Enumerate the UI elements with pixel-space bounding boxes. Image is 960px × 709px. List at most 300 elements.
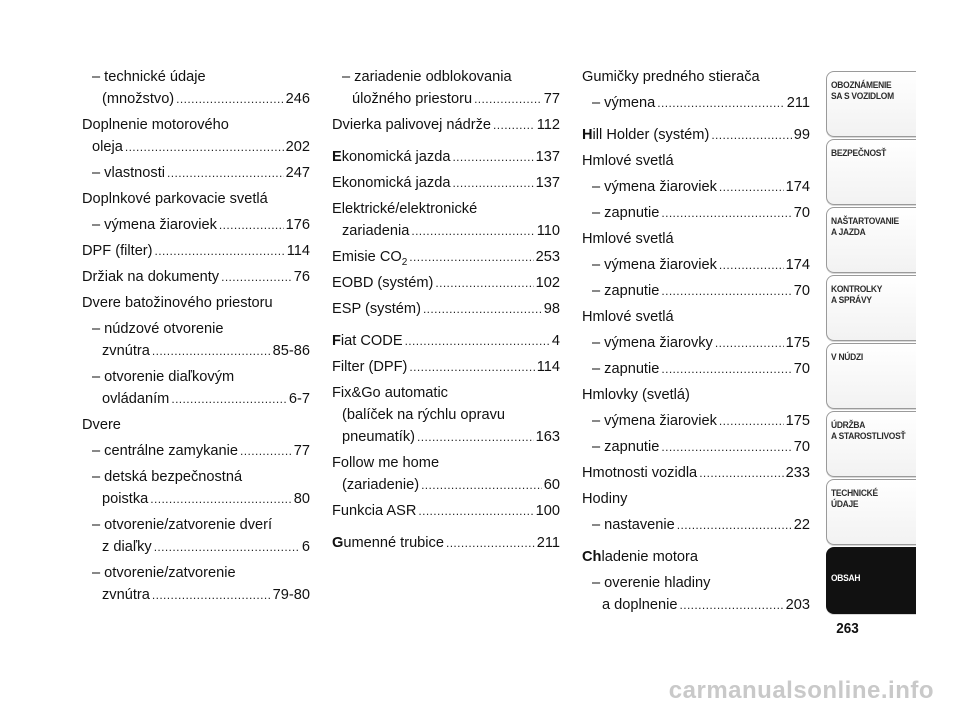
index-entry [82, 292, 310, 314]
index-term-text: pneumatík) [342, 429, 416, 445]
page-ref: 246 [285, 91, 310, 107]
index-entry [582, 280, 810, 302]
dot-leader [423, 298, 542, 320]
index-term [92, 136, 123, 158]
dot-leader [405, 330, 550, 352]
index-entry [582, 410, 810, 432]
dot-leader [661, 202, 791, 224]
index-term [342, 220, 409, 242]
page-ref: 174 [785, 257, 810, 273]
index-entry [582, 572, 810, 616]
page-ref: 70 [793, 361, 810, 377]
index-entry [582, 436, 810, 458]
index-term-text: – zariadenie odblokovania [342, 69, 512, 85]
dot-leader [452, 172, 533, 194]
page-ref: 85-86 [272, 343, 310, 359]
dot-leader [719, 176, 784, 198]
index-term-text: Funkcia ASR [332, 503, 417, 519]
chapter-tab-label: A STAROSTLIVOSŤ [831, 431, 906, 442]
index-line [582, 436, 810, 458]
index-term-text: Hmlové svetlá [582, 309, 674, 325]
index-term-text: – centrálne zamykanie [92, 443, 239, 459]
page-ref: 112 [536, 117, 560, 133]
index-entry [582, 124, 810, 146]
index-term-text: Follow me home [332, 455, 440, 471]
index-term [592, 176, 717, 198]
page-ref: 4 [551, 333, 560, 349]
dot-leader [417, 426, 534, 448]
index-term-text: – otvorenie/zatvorenie [92, 565, 236, 581]
index-term [332, 146, 450, 168]
index-term [92, 321, 223, 337]
index-term [582, 549, 698, 565]
chapter-tab-label: BEZPEČNOSŤ [831, 148, 887, 159]
index-term [102, 340, 150, 362]
index-term [92, 565, 236, 581]
page-ref: 247 [285, 165, 310, 181]
index-line [582, 124, 810, 146]
index-term-text: – technické údaje [92, 69, 206, 85]
index-term [332, 455, 439, 471]
index-line [82, 388, 310, 410]
index-term-text: poistka [102, 491, 149, 507]
index-term-text: ESP (systém) [332, 301, 421, 317]
index-term-text: – zapnutie [592, 283, 660, 299]
index-term-text: – výmena žiaroviek [592, 413, 717, 429]
page-ref: 163 [535, 429, 560, 445]
dot-leader [661, 358, 791, 380]
chapter-tab-label: TECHNICKÉ [831, 488, 878, 499]
index-entry [82, 66, 310, 110]
index-line [82, 536, 310, 558]
chapter-tab-label: SA S VOZIDLOM [831, 91, 894, 102]
index-line [82, 162, 310, 184]
index-term-text: Gumičky predného stierača [582, 69, 760, 85]
index-term [592, 514, 675, 536]
index-entry [332, 330, 560, 352]
index-term [332, 500, 416, 522]
index-line [332, 66, 560, 88]
page-ref: 175 [785, 413, 810, 429]
index-term-text: (balíček na rýchlu opravu [342, 407, 506, 423]
index-line [82, 440, 310, 462]
page-ref: 79-80 [272, 587, 310, 603]
index-line [82, 514, 310, 536]
index-term [582, 309, 674, 325]
index-entry [332, 452, 560, 496]
index-term [342, 69, 512, 85]
dot-leader [409, 246, 533, 268]
page-ref: 202 [285, 139, 310, 155]
page-ref: 114 [536, 359, 560, 375]
index-line [82, 88, 310, 110]
index-line [332, 146, 560, 168]
index-entry [82, 188, 310, 210]
dot-leader [409, 356, 534, 378]
page-ref: 233 [785, 465, 810, 481]
index-entry [582, 514, 810, 536]
index-line [332, 172, 560, 194]
page-ref: 98 [543, 301, 560, 317]
index-line [582, 306, 810, 328]
dot-leader [421, 474, 542, 496]
index-term [582, 387, 690, 403]
index-term [332, 298, 421, 320]
index-term [82, 117, 229, 133]
index-term-text: – výmena žiaroviek [592, 179, 717, 195]
index-line [332, 404, 560, 426]
index-letter: H [582, 127, 593, 143]
index-entry [332, 298, 560, 320]
index-column-1 [82, 62, 310, 606]
index-term-text: Hmlové svetlá [582, 153, 674, 169]
index-line [332, 382, 560, 404]
index-term [92, 69, 206, 85]
index-term [592, 280, 659, 302]
index-entry [582, 384, 810, 406]
page-ref: 211 [786, 95, 810, 111]
index-line [582, 202, 810, 224]
index-term [332, 330, 403, 352]
page-ref: 102 [535, 275, 560, 291]
watermark: carmanualsonline.info [668, 677, 934, 704]
index-term-text: Emisie CO [332, 249, 402, 265]
index-term [92, 369, 234, 385]
index-term-text: (množstvo) [102, 91, 175, 107]
dot-leader [719, 254, 784, 276]
chapter-tab[interactable] [826, 275, 916, 341]
index-line [332, 198, 560, 220]
index-term-text: – zapnutie [592, 361, 660, 377]
dot-leader [219, 214, 284, 236]
index-line [82, 114, 310, 136]
chapter-tab-label: KONTROLKY [831, 284, 883, 295]
index-entry [332, 114, 560, 136]
index-line [82, 292, 310, 314]
index-entry [332, 172, 560, 194]
index-term [342, 474, 419, 496]
dot-leader [435, 272, 533, 294]
index-entry [332, 66, 560, 110]
index-line [582, 332, 810, 354]
index-term [92, 440, 238, 462]
index-line [582, 176, 810, 198]
index-term-text: Hmlové svetlá [582, 231, 674, 247]
dot-leader [699, 462, 783, 484]
index-term-text: zvnútra [102, 587, 150, 603]
chapter-tab[interactable] [826, 139, 916, 205]
subscript: 2 [401, 256, 408, 268]
dot-leader [240, 440, 292, 462]
index-term [102, 88, 174, 110]
index-entry [332, 246, 560, 268]
dot-leader [221, 266, 292, 288]
index-entry [82, 318, 310, 362]
dot-leader [154, 536, 300, 558]
page-ref: 70 [793, 205, 810, 221]
index-line [82, 366, 310, 388]
index-term [592, 92, 655, 114]
index-entry [582, 332, 810, 354]
index-term-text: – nastavenie [592, 517, 675, 533]
index-term-text: Hmotnosti vozidla [582, 465, 698, 481]
dot-leader [661, 280, 791, 302]
index-term-text: (zariadenie) [342, 477, 420, 493]
page-ref: 6-7 [288, 391, 310, 407]
index-term-text: Dvierka palivovej nádrže [332, 117, 491, 133]
chapter-tab[interactable] [826, 411, 916, 477]
index-term [332, 532, 444, 554]
index-line [332, 356, 560, 378]
dot-leader [677, 514, 792, 536]
index-line [82, 214, 310, 236]
index-entry [582, 462, 810, 484]
dot-leader [493, 114, 535, 136]
dot-leader [679, 594, 783, 616]
index-term [332, 385, 448, 401]
page-ref: 80 [293, 491, 310, 507]
dot-leader [171, 388, 287, 410]
index-term-text: – zapnutie [592, 439, 660, 455]
index-term-text: – detská bezpečnostná [92, 469, 243, 485]
index-letter: E [332, 149, 342, 165]
page-ref: 70 [793, 439, 810, 455]
index-line [582, 384, 810, 406]
chapter-tab[interactable] [826, 479, 916, 545]
index-term [82, 240, 153, 262]
dot-leader [474, 88, 542, 110]
chapter-tab[interactable] [826, 207, 916, 273]
page-ref: 77 [543, 91, 560, 107]
index-term-text: – zapnutie [592, 205, 660, 221]
page-ref: 174 [785, 179, 810, 195]
index-term [602, 594, 677, 616]
index-line [82, 240, 310, 262]
dot-leader [452, 146, 533, 168]
index-term-text: – výmena žiaroviek [92, 217, 217, 233]
index-line [582, 546, 810, 568]
index-line [332, 298, 560, 320]
index-term [342, 407, 505, 423]
index-line [82, 136, 310, 158]
index-term [82, 191, 268, 207]
index-term [102, 388, 169, 410]
index-letter: F [332, 333, 341, 349]
index-term-text: Držiak na dokumenty [82, 269, 220, 285]
index-line [82, 318, 310, 340]
index-term-text: – výmena žiaroviek [592, 257, 717, 273]
page-ref: 110 [536, 223, 560, 239]
dot-leader [152, 584, 271, 606]
index-term-text: Hmlovky (svetlá) [582, 387, 690, 403]
index-entry [582, 546, 810, 568]
index-term [332, 356, 407, 378]
index-term [582, 124, 709, 146]
index-entry [332, 146, 560, 168]
index-entry [582, 306, 810, 328]
page-ref: 253 [535, 249, 560, 265]
index-letter: Ch [582, 549, 602, 565]
index-line [82, 488, 310, 510]
index-column-2 [332, 62, 560, 554]
index-term-text: – výmena [592, 95, 656, 111]
index-entry [332, 356, 560, 378]
page-ref: 203 [785, 597, 810, 613]
page-ref: 137 [535, 175, 560, 191]
index-term [592, 575, 710, 591]
chapter-tab-label: A SPRÁVY [831, 295, 872, 306]
index-line [582, 488, 810, 510]
index-entry [582, 254, 810, 276]
index-term [92, 162, 165, 184]
index-term-text: umenné trubice [343, 535, 444, 551]
index-line [582, 92, 810, 114]
page-ref: 176 [285, 217, 310, 233]
index-term [592, 358, 659, 380]
page-ref: 211 [536, 535, 560, 551]
index-term [82, 295, 273, 311]
dot-leader [711, 124, 791, 146]
dot-leader [411, 220, 534, 242]
index-term-text: zvnútra [102, 343, 150, 359]
index-term [102, 584, 150, 606]
dot-leader [150, 488, 292, 510]
dot-leader [657, 92, 784, 114]
index-line [82, 562, 310, 584]
index-letter: G [332, 535, 344, 551]
index-line [582, 280, 810, 302]
page-ref: 114 [286, 243, 310, 259]
index-line [332, 452, 560, 474]
index-line [582, 66, 810, 88]
index-line [332, 532, 560, 554]
index-term [582, 69, 760, 85]
index-term-text: – otvorenie/zatvorenie dverí [92, 517, 273, 533]
index-entry [332, 272, 560, 294]
index-term-text: iat CODE [340, 333, 403, 349]
chapter-tab[interactable] [826, 71, 916, 137]
index-term-text: – overenie hladiny [592, 575, 711, 591]
index-line [582, 410, 810, 432]
index-entry [82, 214, 310, 236]
index-entry [82, 414, 310, 436]
index-term-text: – vlastnosti [92, 165, 166, 181]
page-ref: 99 [793, 127, 810, 143]
dot-leader [167, 162, 284, 184]
index-line [582, 594, 810, 616]
page-ref: 60 [543, 477, 560, 493]
index-term [332, 172, 450, 194]
index-line [332, 474, 560, 496]
index-term-text: EOBD (systém) [332, 275, 434, 291]
index-entry [582, 228, 810, 250]
index-entry [82, 162, 310, 184]
dot-leader [661, 436, 791, 458]
index-line [82, 414, 310, 436]
index-term [332, 201, 477, 217]
index-term [592, 436, 659, 458]
dot-leader [715, 332, 784, 354]
index-entry [82, 114, 310, 158]
chapter-tab[interactable] [826, 547, 916, 614]
chapter-tab[interactable] [826, 343, 916, 409]
dot-leader [446, 532, 535, 554]
index-line [582, 228, 810, 250]
index-entry [82, 562, 310, 606]
page-number: 263 [836, 620, 860, 637]
index-term [332, 272, 433, 294]
index-term-text: a doplnenie [602, 597, 678, 613]
index-line [332, 246, 560, 268]
index-entry [332, 500, 560, 522]
index-term [92, 469, 242, 485]
index-entry [82, 240, 310, 262]
index-line [582, 150, 810, 172]
index-term-text: – otvorenie diaľkovým [92, 369, 235, 385]
dot-leader [418, 500, 533, 522]
index-term-text: z diaľky [102, 539, 152, 555]
index-term [342, 426, 415, 448]
index-entry [582, 66, 810, 88]
index-term [592, 254, 717, 276]
index-term-text: Doplnenie motorového [82, 117, 229, 133]
index-term-text: ill Holder (systém) [592, 127, 710, 143]
index-entry [582, 358, 810, 380]
index-line [582, 358, 810, 380]
index-entry [332, 532, 560, 554]
index-term [582, 491, 627, 507]
index-entry [82, 514, 310, 558]
index-entry [582, 92, 810, 114]
index-line [332, 426, 560, 448]
index-term [582, 231, 674, 247]
index-entry [582, 176, 810, 198]
page-ref: 175 [785, 335, 810, 351]
page-ref: 6 [301, 539, 310, 555]
index-line [332, 500, 560, 522]
index-term [332, 246, 407, 268]
chapter-tab-label: A JAZDA [831, 227, 866, 238]
index-line [332, 220, 560, 242]
index-term-text: ovládaním [102, 391, 170, 407]
index-term [582, 462, 697, 484]
index-term-text: Fix&Go automatic [332, 385, 448, 401]
index-term-text: Elektrické/elektronické [332, 201, 478, 217]
index-entry [332, 198, 560, 242]
index-line [82, 66, 310, 88]
index-term-text: – núdzové otvorenie [92, 321, 224, 337]
index-term-text: úložného priestoru [352, 91, 473, 107]
index-term [92, 517, 272, 533]
chapter-tab-label: ÚDAJE [831, 499, 859, 510]
page-ref: 77 [293, 443, 310, 459]
chapter-tab-label: ÚDRŽBA [831, 420, 866, 431]
index-line [332, 272, 560, 294]
index-term-text: ladenie motora [601, 549, 699, 565]
dot-leader [125, 136, 284, 158]
index-line [332, 88, 560, 110]
index-term-text: Doplnkové parkovacie svetlá [82, 191, 268, 207]
page-ref: 100 [535, 503, 560, 519]
index-line [582, 572, 810, 594]
index-term [82, 266, 219, 288]
index-entry [82, 440, 310, 462]
index-line [82, 266, 310, 288]
index-column-3 [582, 62, 810, 616]
index-entry [82, 366, 310, 410]
index-term [332, 114, 491, 136]
index-term [82, 417, 121, 433]
